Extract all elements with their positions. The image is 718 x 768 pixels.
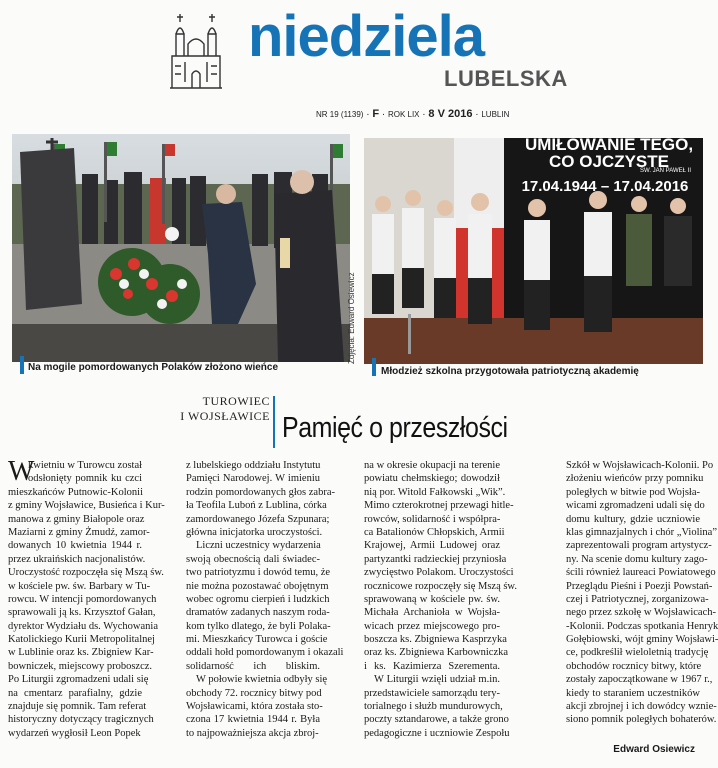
article-line: rowcu. W intencji pomordowanych (8, 593, 157, 605)
headline-rule (273, 396, 275, 448)
article-line: nie można pozostawać obojętnym (186, 580, 329, 592)
article-line: two patriotyzmu i dowód temu, że (186, 567, 331, 579)
article-column-1 (8, 456, 165, 740)
article-column-2 (186, 459, 344, 740)
article-line: mieszkańców Putnowic-Kolonii (8, 486, 144, 498)
article-line: Liczni uczestnicy wydarzenia (196, 540, 321, 552)
article-line: Uroczystość rozpoczęła się Mszą św. (8, 567, 164, 579)
article-line: zaprezentowali program artystycz- (566, 540, 712, 552)
article-line: Przeglądu Pieśni i Poezji Powstań- (566, 580, 713, 592)
article-line: obchodów rocznicy bitwy, które (566, 660, 702, 672)
article-line: powiatu chełmskiego; dowodził (364, 473, 500, 485)
publication-subtitle: LUBELSKA (444, 66, 568, 91)
article-line: manowa z gminy Białopole oraz (8, 513, 145, 525)
caption-marker-right (372, 358, 376, 376)
article-line: przedstawiciele samorządu tery- (364, 687, 500, 699)
article-kicker (160, 394, 270, 424)
article-line: nego przez szkołę w Wojsławicach- (566, 607, 716, 619)
issue-year: ROK LIX (387, 110, 420, 119)
article-line: -Kolonii. Podczas spotkania Henryk (566, 620, 718, 632)
article-line: ce, podkreślił wieloletnią tradycję (566, 647, 709, 659)
article-line: kwietniu w Turowcu został (28, 460, 143, 471)
article-line: boszcza ks. Zbigniewa Kasprzyka (364, 634, 507, 646)
article-line: z lubelskiego oddziału Instytutu (186, 460, 321, 471)
article-line: wicami zgromadzeni udali się do (566, 500, 705, 512)
article-line: zostały zapoczątkowane w 1967 r., (566, 674, 713, 686)
article-line: ca Batalionów Chłopskich, Armii (364, 526, 505, 538)
article-line: oddali hołd pomordowanym i okazali (186, 647, 344, 659)
article-line: sprawowaną w kościele pw. św. (364, 593, 500, 605)
caption-marker-left (20, 356, 24, 374)
article-line: oraz ks. Zbigniewa Karbowniczka (364, 647, 509, 659)
article-line: Po Liturgii zgromadzeni udali się (8, 674, 149, 686)
article-line: Maziarni z gminy Żmudź, zamor- (8, 526, 150, 538)
article-column-4 (566, 459, 718, 727)
article-line: Mimo czterokrotnej przewagi hitle- (364, 500, 514, 512)
article-column-3 (364, 459, 517, 740)
issue-f: F (372, 108, 380, 120)
article-line: Gołębiowski, wójt gminy Wojsławi- (566, 634, 718, 646)
article-line: W Liturgii wzięli udział m.in. (374, 674, 500, 686)
article-line: dowanych 10 kwietnia 1944 r. (8, 540, 142, 552)
banner-author: ŚW. JAN PAWEŁ II (640, 168, 692, 174)
article-line: partyzantki radzieckiej przyniosła (364, 553, 507, 565)
article-line: ła Teofila Luboń z Lublina, córka (186, 500, 327, 512)
article-line: to najpoważniejsza akcja zbroj- (186, 727, 319, 739)
article-line: nią por. Witold Fałkowski „Wik”. (364, 486, 506, 498)
article-headline: Pamięć o przeszłości (282, 412, 508, 444)
article-line: ny. Na scenie domu kultury zago- (566, 553, 708, 565)
article-line: dramatów zadanych naszym roda- (186, 607, 330, 619)
article-line: Szkół w Wojsławicach-Kolonii. Po (566, 460, 714, 471)
article-line: zwycięstwo Polakom. Uroczystości (364, 567, 514, 579)
article-author: Edward Osiewicz (613, 744, 695, 755)
article-line: główna inicjatorka uroczystości. (186, 526, 323, 538)
photo-memorial (12, 134, 350, 362)
article-line: Wojsławicami, która została sto- (186, 701, 323, 713)
article-line: i ks. Kazimierza Szerementa. (364, 660, 500, 672)
article-line: znajduje się pomnik. Tam referat (8, 701, 147, 713)
banner-text (514, 136, 704, 170)
article-line: rodzin pomordowanych głos zabra- (186, 486, 335, 498)
caption-left: Na mogile pomordowanych Polaków złożono wieńce (28, 362, 279, 373)
article-line: kom tylko dlatego, że byli Polaka- (186, 620, 331, 632)
article-line: swoją obecnością dali świadec- (186, 553, 320, 565)
article-line: wydarzeń wygłosił Leon Popek (8, 727, 141, 739)
article-line: w kościele pw. św. Barbary w Tu- (8, 580, 151, 592)
article-line: wicach przez miejscowego pro- (364, 620, 500, 632)
issue-city: LUBLIN (481, 110, 510, 119)
banner-line2: CO OJCZYSTE (549, 152, 669, 171)
photo-credit-text: Zdjęcia: Edward Osiewicz (347, 272, 356, 364)
article-line: kiedy to staraniem uczestników (566, 687, 700, 699)
article-line: rocznicowe rozpoczęły się Mszą św. (364, 580, 517, 592)
article-line: bowniczek, miejscowy proboszcz. (8, 660, 153, 672)
article-line: mi. Mieszkańcy Turowca i goście (186, 634, 328, 646)
issue-line: NR 19 (1139) · F · ROK LIX · 8 V 2016 · LUBLIN (316, 108, 510, 120)
article-line: w Lublinie oraz ks. Zbigniew Kar- (8, 647, 154, 659)
article-line: odsłonięty pomnik ku czci (28, 473, 142, 485)
article-line: domu kultury, gdzie uczniowie (566, 513, 700, 525)
memorial-scene-image (12, 134, 350, 362)
kicker-line1: TUROWIEC (202, 394, 270, 408)
article-line: akcji zbrojnej i ich dowódcy wznie- (566, 701, 717, 713)
article-line: solidarność ich bliskim. (186, 660, 320, 672)
drop-cap: W (8, 456, 35, 487)
article-line: Katolickiego Kurii Metropolitalnej (8, 634, 155, 646)
article-line: wobec ogromu cierpień i ludzkich (186, 593, 330, 605)
article-line: ścili również laureaci Powiatowego (566, 567, 716, 579)
issue-number: NR 19 (1139) (316, 110, 364, 119)
article-line: poczty sztandarowe, a także grono (364, 714, 509, 726)
article-line: czona 17 kwietnia 1944 r. Była (186, 714, 320, 726)
photo-credit (345, 272, 357, 366)
article-line: sprawowali ją ks. Krzysztof Gałan, (8, 607, 156, 619)
article-line: klas gimnazjalnych i chór „Violina” (566, 526, 717, 538)
church-logo-icon (166, 12, 226, 92)
kicker-line2: I WOJSŁAWICE (180, 409, 270, 423)
article-line: z gminy Wojsławice, Busieńca i Kur- (8, 500, 165, 512)
publication-title: niedziela (248, 4, 484, 69)
article-line: dyrektor Wydziału ds. Wychowania (8, 620, 158, 632)
banner-line1: UMIŁOWANIE TEGO, (524, 135, 694, 154)
article-line: historyczny dotyczący tragicznych (8, 714, 154, 726)
photo-school-event (364, 135, 703, 364)
article-line: obchody 72. rocznicy bitwy pod (186, 687, 322, 699)
banner-dates: 17.04.1944 – 17.04.2016 (521, 178, 689, 195)
article-line: Krajowej, Armii Ludowej oraz (364, 540, 500, 552)
article-line: Pamięci Narodowej. W imieniu (186, 473, 320, 485)
article-line: siono pomnik poległych bohaterów. (566, 714, 717, 726)
article-line: zamordowanego Józefa Szpunara; (186, 513, 330, 525)
article-line: torialnego i służb mundurowych, (364, 701, 503, 713)
article-line: na w okresie okupacji na terenie (364, 460, 500, 471)
article-line: W połowie kwietnia odbyły się (196, 674, 328, 686)
article-line: rowców, solidarność i współpra- (364, 513, 501, 525)
caption-right: Młodzież szkolna przygotowała patriotyczną akademię (381, 366, 639, 377)
issue-date: 8 V 2016 (428, 108, 473, 120)
article-line: poległych w bitwie pod Wojsła- (566, 486, 700, 498)
article-line: czej i Patriotycznej, zorganizowa- (566, 593, 709, 605)
article-line: pedagogiczne i uczniowie Zespołu (364, 727, 510, 739)
article-line: na cmentarz parafialny, gdzie (8, 687, 142, 699)
article-line: Michała Archanioła w Wojsła- (364, 607, 500, 619)
article-line: złożeniu wieńców przy pomniku (566, 473, 704, 485)
masthead (0, 0, 707, 132)
article-line: przez ukraińskich nacjonalistów. (8, 553, 146, 565)
